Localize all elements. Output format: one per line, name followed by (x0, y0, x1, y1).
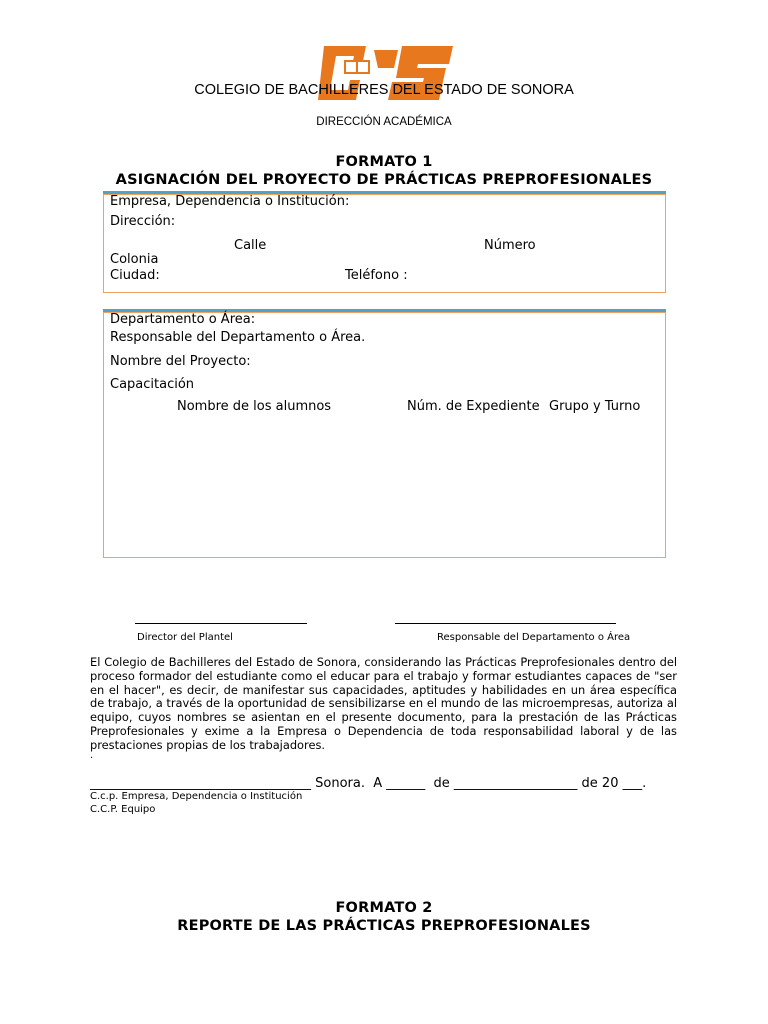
signature-label-director: Director del Plantel (137, 632, 233, 643)
label-direccion: Dirección: (110, 214, 176, 229)
label-responsable: Responsable del Departamento o Área. (110, 330, 366, 345)
date-de: de (425, 776, 454, 791)
date-end: . (642, 776, 647, 791)
formato1-number: FORMATO 1 (335, 154, 433, 170)
col-header-grupo: Grupo y Turno (549, 399, 641, 414)
signature-line-left (135, 623, 307, 624)
signature-label-responsable: Responsable del Departamento o Área (437, 632, 631, 643)
label-empresa: Empresa, Dependencia o Institución: (110, 194, 350, 209)
date-de-20: de 20 (577, 776, 623, 791)
label-telefono: Teléfono : (345, 268, 408, 283)
label-capacitacion: Capacitación (110, 377, 195, 392)
col-header-expediente: Núm. de Expediente (407, 399, 540, 414)
formato1-title: ASIGNACIÓN DEL PROYECTO DE PRÁCTICAS PREPROFESIONALES (115, 172, 653, 188)
department-name: DIRECCIÓN ACADÉMICA (316, 116, 452, 128)
blank-month[interactable]: ___________________ (453, 776, 578, 791)
signature-line-right (395, 623, 616, 624)
date-line (90, 776, 646, 791)
label-departamento: Departamento o Área: (110, 312, 256, 327)
project-box (103, 312, 666, 558)
cc-empresa: C.c.p. Empresa, Dependencia o Institución (90, 791, 303, 802)
label-numero: Número (484, 238, 536, 253)
formato2-number: FORMATO 2 (335, 900, 433, 916)
institution-name: COLEGIO DE BACHILLERES DEL ESTADO DE SONORA (194, 82, 574, 98)
blank-year[interactable]: ___ (622, 776, 643, 791)
formato2-title: REPORTE DE LAS PRÁCTICAS PREPROFESIONALES (177, 918, 591, 934)
label-colonia: Colonia (110, 252, 159, 267)
label-ciudad: Ciudad: (110, 268, 160, 283)
paragraph-dot: . (90, 750, 94, 761)
label-proyecto: Nombre del Proyecto: (110, 354, 251, 369)
col-header-alumnos: Nombre de los alumnos (177, 399, 332, 414)
blank-day[interactable]: ______ (386, 776, 426, 791)
authorization-paragraph: El Colegio de Bachilleres del Estado de Sonora, considerando las Prácticas Preprofesionales dentro del proceso formador del estudiante como el educar para el trabajo y formar estudiantes capaces de "ser en el hacer", es decir, de manifestar sus capacidades, aptitudes y habilidades en un área específica de trabajo, a través de la oportunidad de sensibilizarse en el mundo de las microempresas, autoriza al equipo, cuyos nombres se asientan en el presente documento, para la prestación de las Prácticas Preprofesionales y exime a la Empresa o Dependencia de toda responsabilidad laboral y de las prestaciones propias de los trabajadores. (90, 655, 677, 752)
label-calle: Calle (234, 238, 267, 253)
date-sonora: Sonora. A (311, 776, 387, 791)
blank-city[interactable]: __________________________________ (90, 776, 311, 791)
cc-equipo: C.C.P. Equipo (90, 804, 156, 815)
